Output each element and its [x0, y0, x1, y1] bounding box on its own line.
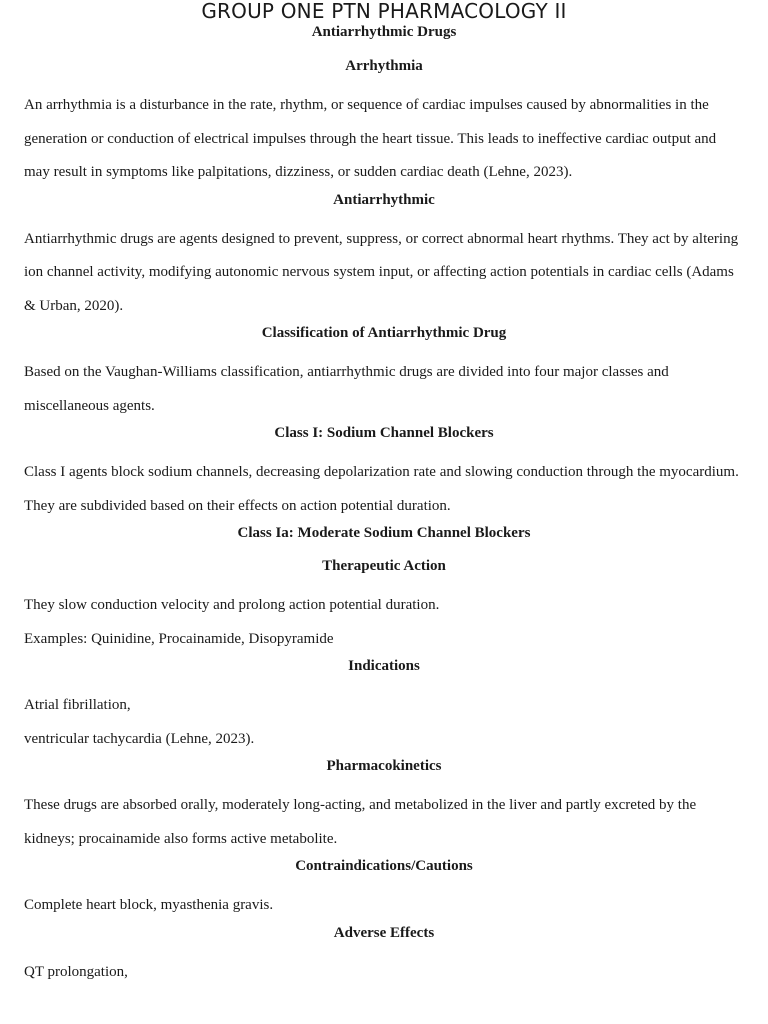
- indications-line-1: Atrial fibrillation,: [24, 697, 131, 713]
- paragraph-class-1: Class I agents block sodium channels, decreasing depolarization rate and slowing conduction through the myocardium. They are subdivided based on their effects on action potential duration.: [24, 464, 739, 514]
- paragraph-arrhythmia: An arrhythmia is a disturbance in the rate, rhythm, or sequence of cardiac impulses caused by abnormalities in the generation or conduction of electrical impulses through the heart tissue. This leads to ineffective cardiac output and may result in symptoms like palpitations, dizziness, or sudden cardiac death (Lehne, 2023).: [24, 97, 717, 180]
- heading-class-1: Class I: Sodium Channel Blockers: [274, 425, 494, 441]
- paragraph-antiarrhythmic: Antiarrhythmic drugs are agents designed to prevent, suppress, or correct abnormal heart rhythms. They act by altering ion channel activity, modifying autonomic nervous system input, or affecting action potentials in cardiac cells (Adams & Urban, 2020).: [24, 230, 739, 314]
- heading-adverse-effects: Adverse Effects: [333, 924, 435, 941]
- heading-arrhythmia: Arrhythmia: [345, 58, 423, 74]
- heading-classification: Classification of Antiarrhythmic Drug: [261, 325, 507, 341]
- heading-contraindications: Contraindications/Cautions: [295, 858, 473, 874]
- indications-line-2: ventricular tachycardia (Lehne, 2023).: [24, 730, 255, 747]
- heading-indications: Indications: [348, 658, 420, 674]
- document-title: Antiarrhythmic Drugs: [311, 24, 457, 40]
- paragraph-therapeutic-action: They slow conduction velocity and prolong action potential duration.: [24, 597, 440, 613]
- paragraph-pharmacokinetics: These drugs are absorbed orally, moderately long-acting, and metabolized in the liver and partly excreted by the kidneys; procainamide also forms active metabolite.: [24, 797, 697, 847]
- paragraph-examples: Examples: Quinidine, Procainamide, Disopyramide: [24, 630, 334, 647]
- paragraph-contraindications: Complete heart block, myasthenia gravis.: [24, 897, 274, 913]
- paragraph-classification: Based on the Vaughan-Williams classification, antiarrhythmic drugs are divided into four major classes and miscellaneous agents.: [24, 364, 669, 414]
- heading-pharmacokinetics: Pharmacokinetics: [326, 758, 442, 774]
- adverse-effects-line-1: QT prolongation,: [24, 963, 128, 980]
- page-header: GROUP ONE PTN PHARMACOLOGY II: [201, 0, 567, 23]
- heading-antiarrhythmic: Antiarrhythmic: [333, 191, 435, 208]
- heading-therapeutic-action: Therapeutic Action: [322, 558, 446, 574]
- heading-class-1a: Class Ia: Moderate Sodium Channel Blockers: [237, 525, 531, 541]
